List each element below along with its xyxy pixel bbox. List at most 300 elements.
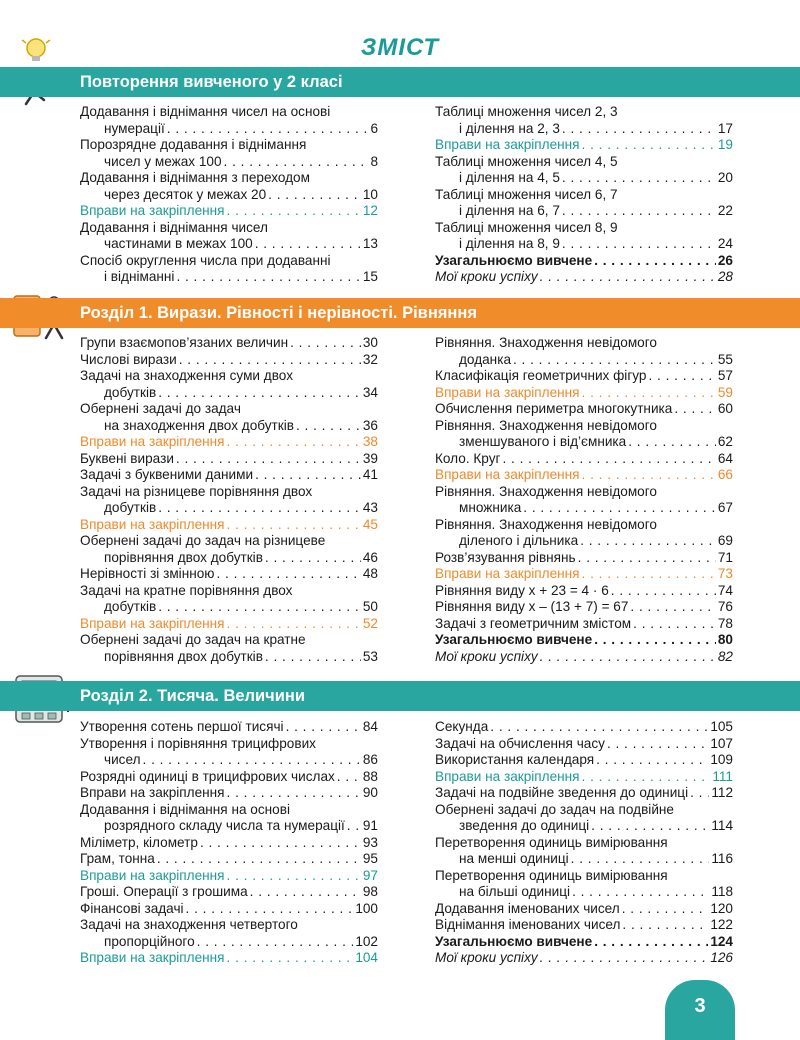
toc-entry-title: Вправи на закріплення — [435, 137, 580, 152]
toc-entry[interactable] — [435, 599, 733, 616]
toc-entry-title: Задачі на обчислення часу — [435, 735, 605, 751]
toc-entry-title: на знаходження двох добутків — [104, 417, 294, 433]
toc-page-number: 34 — [362, 384, 378, 400]
toc-entry[interactable] — [80, 203, 378, 220]
dot-leader — [633, 616, 716, 633]
toc-entry-title: Мої кроки успіху — [435, 269, 538, 284]
dot-leader — [630, 599, 715, 616]
toc-entry[interactable] — [435, 335, 733, 368]
toc-page-number: 26 — [717, 252, 733, 268]
toc-entry-title: Додавання і віднімання на основі — [80, 801, 290, 817]
toc-entry[interactable] — [80, 352, 378, 369]
toc-page-number: 12 — [362, 203, 378, 218]
toc-page-number: 6 — [370, 120, 378, 136]
toc-page-number: 88 — [362, 768, 378, 784]
toc-page-number: 28 — [717, 269, 733, 284]
toc-entry-title: і ділення на 8, 9 — [459, 236, 560, 251]
toc-entry[interactable] — [435, 269, 733, 286]
toc-entry-title: Обернені задачі до задач — [80, 401, 241, 416]
toc-column-right — [435, 719, 733, 967]
toc-entry-title: на менші одиниці — [459, 851, 569, 866]
toc-entry-title: Таблиці множення чисел 4, 5 — [435, 153, 618, 169]
toc-entry-title: Вправи на закріплення — [80, 203, 225, 218]
toc-page-number: 36 — [362, 417, 378, 433]
toc-entry-title: зменшуваного і від’ємника — [459, 434, 627, 449]
toc-entry-title: Додавання і віднімання чисел — [80, 219, 268, 235]
toc-entry[interactable] — [435, 451, 733, 468]
dot-leader — [622, 901, 709, 918]
dot-leader — [578, 550, 716, 567]
toc-entry[interactable] — [80, 884, 378, 901]
toc-entry-title: Узагальнюємо вивчене — [435, 933, 593, 949]
dot-leader — [179, 352, 361, 369]
toc-entry-title: Задачі з геометричним змістом — [435, 615, 632, 631]
toc-entry-title: діленого і дільника — [459, 533, 579, 548]
toc-page-number: 118 — [711, 884, 733, 899]
dot-leader — [227, 785, 361, 802]
dot-leader — [167, 121, 369, 138]
toc-entry-title: Рівняння виду x + 23 = 4 · 6 — [435, 582, 609, 598]
toc-entry[interactable] — [80, 868, 378, 885]
toc-entry-title: Вправи на закріплення — [435, 768, 580, 784]
toc-entry[interactable] — [435, 917, 733, 934]
toc-entry[interactable] — [435, 154, 733, 187]
toc-entry[interactable] — [80, 950, 378, 967]
toc-entry-title: множника — [459, 500, 522, 515]
toc-entry-title: Узагальнюємо вивчене — [435, 632, 593, 647]
toc-entry-title: Секунда — [435, 719, 489, 734]
toc-entry-title: Вправи на закріплення — [80, 867, 225, 883]
toc-entry[interactable] — [80, 901, 378, 918]
toc-entry[interactable] — [435, 901, 733, 918]
toc-entry[interactable] — [80, 719, 378, 736]
toc-entry-title: порівняння двох добутків — [104, 648, 263, 664]
toc-entry-title: Рівняння. Знаходження невідомого — [435, 335, 657, 350]
dot-leader — [580, 533, 716, 550]
toc-entry-title: пропорційного — [104, 933, 195, 949]
toc-entry-title: Нерівності зі змінною — [80, 566, 215, 581]
toc-entry-title: нумерації — [104, 120, 165, 136]
toc-entry-title: Розв’язування рівнянь — [435, 549, 576, 565]
toc-page-number: 66 — [717, 467, 733, 482]
toc-entry-title: Класифікація геометричних фігур — [435, 368, 647, 383]
toc-page-number: 15 — [362, 269, 378, 284]
toc-entry-title: Коло. Круг — [435, 450, 501, 466]
toc-entry[interactable] — [80, 434, 378, 451]
toc-page-number: 93 — [362, 834, 378, 850]
toc-entry[interactable] — [80, 368, 378, 401]
toc-entry-title: Фінансові задачі — [80, 900, 184, 916]
toc-entry-title: Рівняння. Знаходження невідомого — [435, 483, 657, 499]
toc-entry-title: порівняння двох добутків — [104, 549, 263, 565]
toc-page-number: 69 — [717, 533, 733, 548]
toc-entry-title: Буквені вирази — [80, 450, 174, 466]
toc-entry-title: на більші одиниці — [459, 884, 571, 899]
section-heading: Розділ 1. Вирази. Рівності і нерівності. Рівняння — [80, 304, 477, 322]
dot-leader — [596, 752, 708, 769]
toc-page-number: 84 — [362, 719, 378, 734]
toc-entry-title: Утворення сотень першої тисячі — [80, 719, 284, 734]
toc-page-number: 19 — [717, 137, 733, 152]
toc-entry[interactable] — [435, 187, 733, 220]
toc-entry-title: Вправи на закріплення — [80, 615, 225, 631]
dot-leader — [594, 632, 716, 649]
toc-entry-title: Гроші. Операції з грошима — [80, 884, 248, 899]
toc-entry-title: Грам, тонна — [80, 851, 155, 866]
dot-leader — [158, 500, 361, 517]
toc-page-number: 74 — [717, 582, 733, 598]
toc-entry-title: Таблиці множення чисел 2, 3 — [435, 104, 618, 119]
dot-leader — [622, 917, 708, 934]
dot-leader — [562, 170, 716, 187]
dot-leader — [591, 818, 709, 835]
toc-entry-title: Задачі на різницеве порівняння двох — [80, 483, 313, 499]
toc-page-number: 55 — [717, 351, 733, 367]
dot-leader — [562, 121, 716, 138]
toc-page-number: 76 — [717, 599, 733, 614]
toc-entry-title: добутків — [104, 599, 157, 614]
toc-entry[interactable] — [80, 835, 378, 852]
toc-page-number: 105 — [710, 719, 733, 734]
toc-entry[interactable] — [80, 137, 378, 170]
dot-leader — [611, 583, 716, 600]
toc-entry-title: добутків — [104, 500, 157, 515]
toc-entry-title: Задачі на знаходження суми двох — [80, 368, 293, 383]
toc-entry[interactable] — [80, 517, 378, 534]
toc-entry[interactable] — [435, 785, 733, 802]
toc-entry[interactable] — [435, 385, 733, 402]
toc-page-number: 104 — [355, 950, 378, 965]
toc-entry[interactable] — [435, 467, 733, 484]
toc-entry-title: і ділення на 4, 5 — [459, 170, 560, 185]
toc-entry-title: Обернені задачі до задач на кратне — [80, 632, 306, 647]
toc-page-number: 10 — [362, 186, 378, 202]
dot-leader — [347, 818, 361, 835]
toc-entry[interactable] — [80, 851, 378, 868]
toc-page-number: 60 — [717, 401, 733, 416]
toc-page-number: 64 — [717, 450, 733, 466]
toc-page-number: 122 — [710, 917, 733, 932]
toc-entry[interactable] — [435, 632, 733, 649]
toc-page-number: 112 — [711, 785, 733, 800]
toc-entry-title: доданка — [459, 351, 511, 367]
dot-leader — [594, 253, 716, 270]
dot-leader — [227, 950, 354, 967]
toc-entry-title: через десяток у межах 20 — [104, 186, 267, 202]
section-heading: Повторення вивченого у 2 класі — [80, 73, 343, 91]
toc-page-number: 53 — [362, 648, 378, 664]
toc-entry-title: Задачі на кратне порівняння двох — [80, 582, 293, 598]
toc-page-number: 67 — [717, 500, 733, 515]
toc-page-number: 24 — [717, 236, 733, 251]
toc-entry-title: Рівняння. Знаходження невідомого — [435, 516, 657, 532]
toc-entry[interactable] — [435, 802, 733, 835]
dot-leader — [157, 851, 361, 868]
toc-page-number: 48 — [362, 566, 378, 581]
dot-leader — [227, 203, 361, 220]
toc-entry-title: Спосіб округлення числа при додаванні — [80, 252, 331, 268]
toc-entry[interactable] — [80, 736, 378, 769]
toc-entry[interactable] — [80, 335, 378, 352]
toc-entry-title: Обчислення периметра многокутника — [435, 401, 673, 416]
toc-entry[interactable] — [435, 566, 733, 583]
section-band-review — [0, 67, 800, 97]
toc-entry-title: Обернені задачі до задач на подвійне — [435, 801, 674, 817]
section-band-chapter-2 — [0, 681, 800, 711]
dot-leader — [158, 385, 361, 402]
toc-page-number: 102 — [355, 933, 378, 949]
toc-entry-title: Додавання і віднімання з переходом — [80, 170, 310, 185]
toc-entry-title: і відніманні — [104, 269, 175, 284]
dot-leader — [594, 934, 708, 951]
toc-entry[interactable] — [435, 401, 733, 418]
dot-leader — [582, 566, 716, 583]
toc-page-number: 32 — [362, 351, 378, 367]
dot-leader — [513, 352, 716, 369]
toc-page-number: 59 — [717, 384, 733, 400]
dot-leader — [562, 203, 716, 220]
dot-leader — [200, 835, 361, 852]
toc-entry-title: Числові вирази — [80, 351, 177, 367]
dot-leader — [490, 719, 708, 736]
dot-leader — [540, 269, 716, 286]
toc-entry-title: частинами в межах 100 — [104, 236, 253, 251]
toc-entry-title: чисел — [104, 752, 141, 767]
toc-page-number: 97 — [362, 867, 378, 883]
dot-leader — [250, 884, 361, 901]
toc-page-number: 22 — [717, 203, 733, 218]
toc-entry-title: Вправи на закріплення — [80, 950, 225, 965]
toc-entry[interactable] — [435, 616, 733, 633]
toc-entry-title: Додавання і віднімання чисел на основі — [80, 104, 331, 119]
dot-leader — [628, 434, 716, 451]
toc-column-left — [80, 719, 378, 967]
page-number-tab — [665, 980, 735, 1040]
toc-entry-title: Використання календаря — [435, 752, 595, 767]
toc-page-number: 13 — [362, 236, 378, 251]
toc-page-number: 109 — [710, 752, 733, 767]
toc-entry-title: добутків — [104, 384, 157, 400]
toc-page-number: 86 — [362, 752, 378, 767]
toc-entry[interactable] — [80, 917, 378, 950]
dot-leader — [582, 137, 716, 154]
dot-leader — [649, 368, 716, 385]
dot-leader — [572, 884, 709, 901]
toc-page-number: 45 — [362, 516, 378, 532]
dot-leader — [227, 616, 361, 633]
section-band-chapter-1 — [0, 298, 800, 328]
toc-entry[interactable] — [80, 253, 378, 286]
dot-leader — [562, 236, 716, 253]
dot-leader — [216, 566, 360, 583]
dot-leader — [227, 517, 361, 534]
toc-entry[interactable] — [80, 401, 378, 434]
toc-entry-title: Задачі на подвійне зведення до одиниці — [435, 785, 689, 800]
dot-leader — [582, 467, 716, 484]
toc-entry-title: Обернені задачі до задач на різницеве — [80, 533, 326, 548]
toc-entry[interactable] — [435, 484, 733, 517]
toc-entry-title: розрядного складу числа та нумерації — [104, 818, 345, 833]
toc-page-number: 50 — [362, 599, 378, 614]
toc-page-number: 20 — [717, 170, 733, 185]
toc-entry[interactable] — [435, 137, 733, 154]
dot-leader — [523, 500, 716, 517]
toc-page-number: 107 — [710, 735, 733, 751]
toc-entry[interactable] — [80, 785, 378, 802]
toc-page-number: 114 — [711, 818, 733, 833]
toc-entry-title: Групи взаємопов’язаних величин — [80, 335, 289, 350]
toc-entry[interactable] — [80, 467, 378, 484]
toc-page-number: 8 — [370, 153, 378, 169]
toc-entry[interactable] — [80, 451, 378, 468]
toc-page-number: 116 — [711, 851, 733, 866]
toc-entry[interactable] — [80, 583, 378, 616]
toc-entry-title: Порозрядне додавання і віднімання — [80, 137, 307, 152]
toc-entry[interactable] — [80, 533, 378, 566]
toc-entry[interactable] — [80, 616, 378, 633]
dot-leader — [690, 785, 709, 802]
toc-entry-title: Перетворення одиниць вимірювання — [435, 834, 668, 850]
toc-entry[interactable] — [435, 934, 733, 951]
toc-entry-title: Рівняння виду x – (13 + 7) = 67 — [435, 599, 629, 614]
toc-entry-title: Задачі з буквеними даними — [80, 467, 254, 482]
toc-entry-title: Вправи на закріплення — [80, 434, 225, 449]
toc-entry[interactable] — [80, 104, 378, 137]
toc-entry[interactable] — [435, 736, 733, 753]
toc-entry[interactable] — [80, 484, 378, 517]
toc-entry[interactable] — [80, 802, 378, 835]
toc-page-number: 41 — [362, 467, 378, 482]
toc-page-number: 30 — [362, 335, 378, 350]
toc-entry-title: і ділення на 2, 3 — [459, 120, 560, 136]
toc-entry[interactable] — [435, 835, 733, 868]
toc-entry-title: Вправи на закріплення — [80, 785, 225, 800]
dot-leader — [227, 434, 361, 451]
dot-leader — [290, 335, 361, 352]
toc-page-number: 52 — [362, 615, 378, 631]
toc-entry[interactable] — [435, 368, 733, 385]
toc-entry[interactable] — [435, 868, 733, 901]
dot-leader — [265, 649, 361, 666]
dot-leader — [255, 236, 361, 253]
dot-leader — [186, 901, 354, 918]
dot-leader — [337, 769, 361, 786]
toc-entry[interactable] — [435, 418, 733, 451]
toc-page-number: 100 — [355, 900, 378, 916]
toc-entry-title: Вправи на закріплення — [435, 384, 580, 400]
toc-entry[interactable] — [435, 769, 733, 786]
toc-page-number: 78 — [717, 615, 733, 631]
dot-leader — [674, 401, 716, 418]
toc-entry[interactable] — [80, 566, 378, 583]
toc-entry-title: Віднімання іменованих чисел — [435, 917, 621, 932]
toc-entry[interactable] — [435, 752, 733, 769]
toc-entry-title: Вправи на закріплення — [435, 467, 580, 482]
toc-page-number: 57 — [717, 368, 733, 383]
dot-leader — [143, 752, 361, 769]
toc-page-number: 46 — [362, 549, 378, 565]
toc-entry[interactable] — [435, 950, 733, 967]
toc-entry-title: Мої кроки успіху — [435, 950, 538, 965]
dot-leader — [296, 418, 361, 435]
toc-page-number: 126 — [710, 950, 733, 965]
toc-entry-title: Вправи на закріплення — [435, 566, 580, 581]
toc-column-right — [435, 335, 733, 665]
toc-column-left — [80, 335, 378, 665]
dot-leader — [197, 934, 354, 951]
page-title: ЗМІСТ — [360, 34, 440, 61]
toc-entry-title: Рівняння. Знаходження невідомого — [435, 417, 657, 433]
toc-entry-title: Задачі на знаходження четвертого — [80, 917, 298, 932]
dot-leader — [286, 719, 361, 736]
toc-column-left — [80, 104, 378, 286]
toc-entry-title: зведення до одиниці — [459, 818, 590, 833]
dot-leader — [224, 154, 369, 171]
toc-entry[interactable] — [80, 220, 378, 253]
page-number: 3 — [694, 995, 706, 1017]
toc-entry[interactable] — [435, 719, 733, 736]
toc-entry[interactable] — [435, 517, 733, 550]
dot-leader — [176, 451, 361, 468]
toc-page-number: 91 — [362, 818, 378, 833]
toc-page-number: 17 — [717, 120, 733, 136]
toc-entry-title: і ділення на 6, 7 — [459, 203, 560, 218]
toc-page-number: 39 — [362, 450, 378, 466]
toc-entry[interactable] — [435, 649, 733, 666]
toc-entry[interactable] — [435, 253, 733, 270]
section-heading: Розділ 2. Тисяча. Величини — [80, 687, 305, 705]
toc-page-number: 111 — [712, 768, 733, 784]
dot-leader — [176, 269, 360, 286]
dot-leader — [540, 950, 709, 967]
toc-entry-title: Вправи на закріплення — [80, 516, 225, 532]
dot-leader — [502, 451, 715, 468]
toc-entry[interactable] — [435, 550, 733, 567]
toc-entry-title: Узагальнюємо вивчене — [435, 252, 593, 268]
dot-leader — [582, 385, 716, 402]
toc-entry[interactable] — [80, 632, 378, 665]
toc-page-number: 38 — [362, 434, 378, 449]
toc-entry-title: Мої кроки успіху — [435, 648, 538, 664]
dot-leader — [158, 599, 361, 616]
toc-entry-title: чисел у межах 100 — [104, 153, 222, 169]
toc-page-number: 62 — [717, 434, 733, 449]
toc-entry-title: Додавання іменованих чисел — [435, 900, 620, 916]
toc-page-number: 73 — [717, 566, 733, 581]
toc-entry[interactable] — [80, 769, 378, 786]
toc-entry[interactable] — [435, 583, 733, 600]
toc-entry[interactable] — [435, 220, 733, 253]
toc-column-right — [435, 104, 733, 286]
dot-leader — [607, 736, 708, 753]
toc-entry[interactable] — [435, 104, 733, 137]
toc-page-number: 43 — [362, 500, 378, 515]
toc-entry[interactable] — [80, 170, 378, 203]
toc-page-number: 71 — [717, 549, 733, 565]
toc-page-number: 95 — [362, 851, 378, 866]
toc-page-number: 120 — [710, 900, 733, 916]
toc-entry-title: Таблиці множення чисел 8, 9 — [435, 219, 618, 235]
toc-entry-title: Перетворення одиниць вимірювання — [435, 867, 668, 883]
toc-entry-title: Розрядні одиниці в трицифрових числах — [80, 768, 335, 784]
dot-leader — [268, 187, 361, 204]
toc-entry-title: Утворення і порівняння трицифрових — [80, 735, 316, 751]
toc-page-number: 82 — [717, 648, 733, 664]
toc-page-number: 90 — [362, 785, 378, 800]
dot-leader — [265, 550, 361, 567]
toc-page-number: 98 — [362, 884, 378, 899]
dot-leader — [582, 769, 711, 786]
